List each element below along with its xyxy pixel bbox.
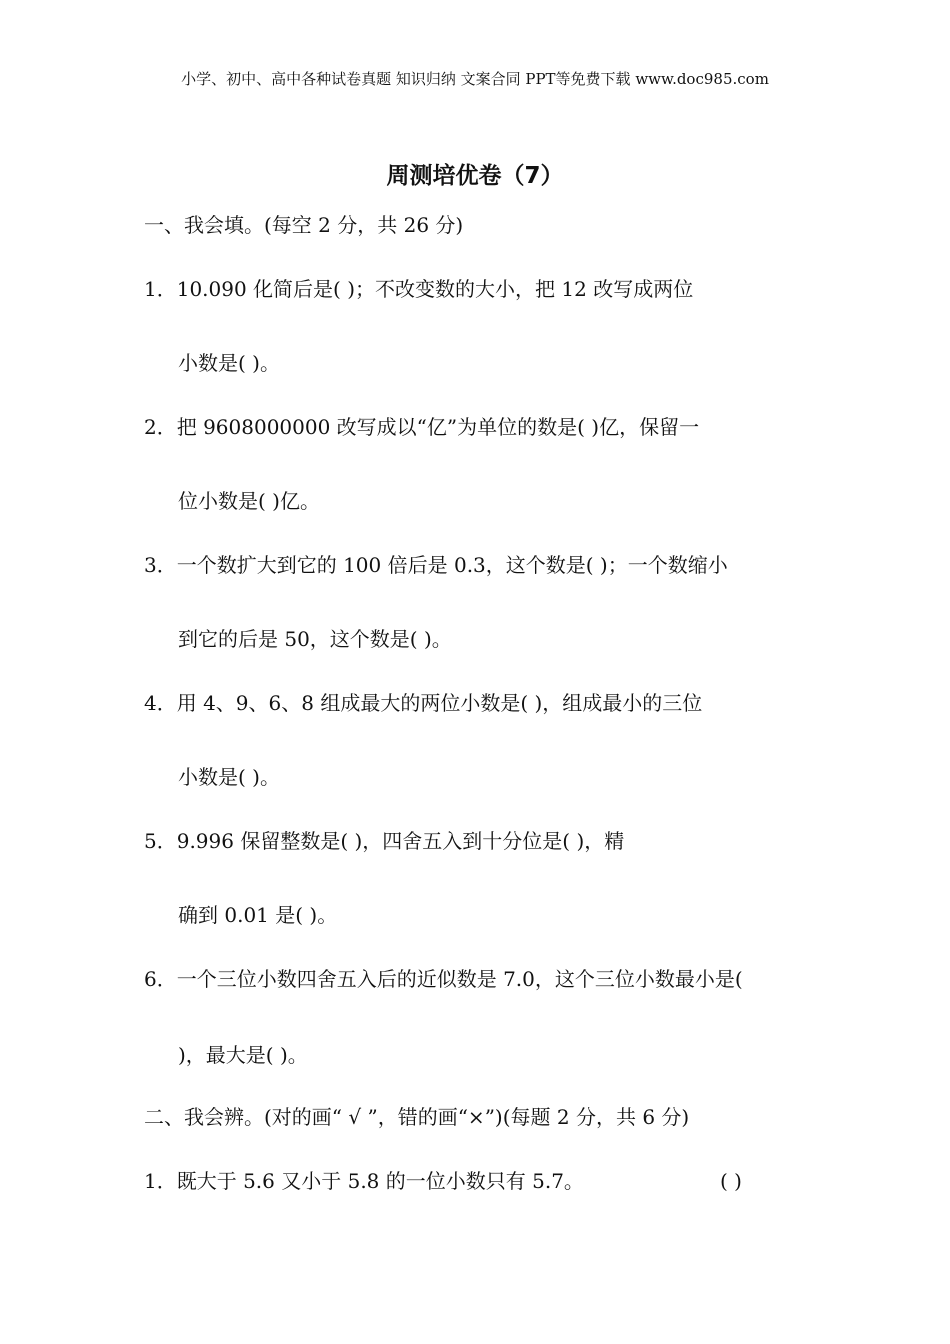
question-3-line1: 3．一个数扩大到它的 100 倍后是 0.3，这个数是( )；一个数缩小 (144, 553, 728, 577)
page-title: 周测培优卷（7） (386, 163, 564, 189)
section-judge-heading: 二、我会辨。(对的画“ √ ”，错的画“×”)(每题 2 分，共 6 分) (144, 1105, 690, 1129)
judge-question-1: 1．既大于 5.6 又小于 5.8 的一位小数只有 5.7。 (144, 1169, 584, 1193)
judge-answer-paren: ( ) (720, 1169, 742, 1193)
page-header: 小学、初中、高中各种试卷真题 知识归纳 文案合同 PPT等免费下载 www.doc985.com (181, 70, 769, 88)
question-4-line1: 4．用 4、9、6、8 组成最大的两位小数是( )，组成最小的三位 (144, 691, 703, 715)
question-1-line1: 1．10.090 化简后是( )；不改变数的大小，把 12 改写成两位 (144, 277, 694, 301)
question-5-line2: 确到 0.01 是( )。 (178, 903, 338, 927)
question-5-line1: 5．9.996 保留整数是( )，四舍五入到十分位是( )，精 (144, 829, 625, 853)
question-2-line1: 2．把 9608000000 改写成以“亿”为单位的数是( )亿，保留一 (144, 415, 700, 439)
section-fill-heading: 一、我会填。(每空 2 分，共 26 分) (144, 213, 464, 237)
question-6-line1: 6．一个三位小数四舍五入后的近似数是 7.0，这个三位小数最小是( (144, 967, 743, 991)
question-1-line2: 小数是( )。 (178, 351, 280, 375)
question-3-line2: 到它的后是 50，这个数是( )。 (178, 627, 452, 651)
question-2-line2: 位小数是( )亿。 (178, 489, 320, 513)
question-4-line2: 小数是( )。 (178, 765, 280, 789)
question-6-line2: )，最大是( )。 (178, 1043, 308, 1067)
